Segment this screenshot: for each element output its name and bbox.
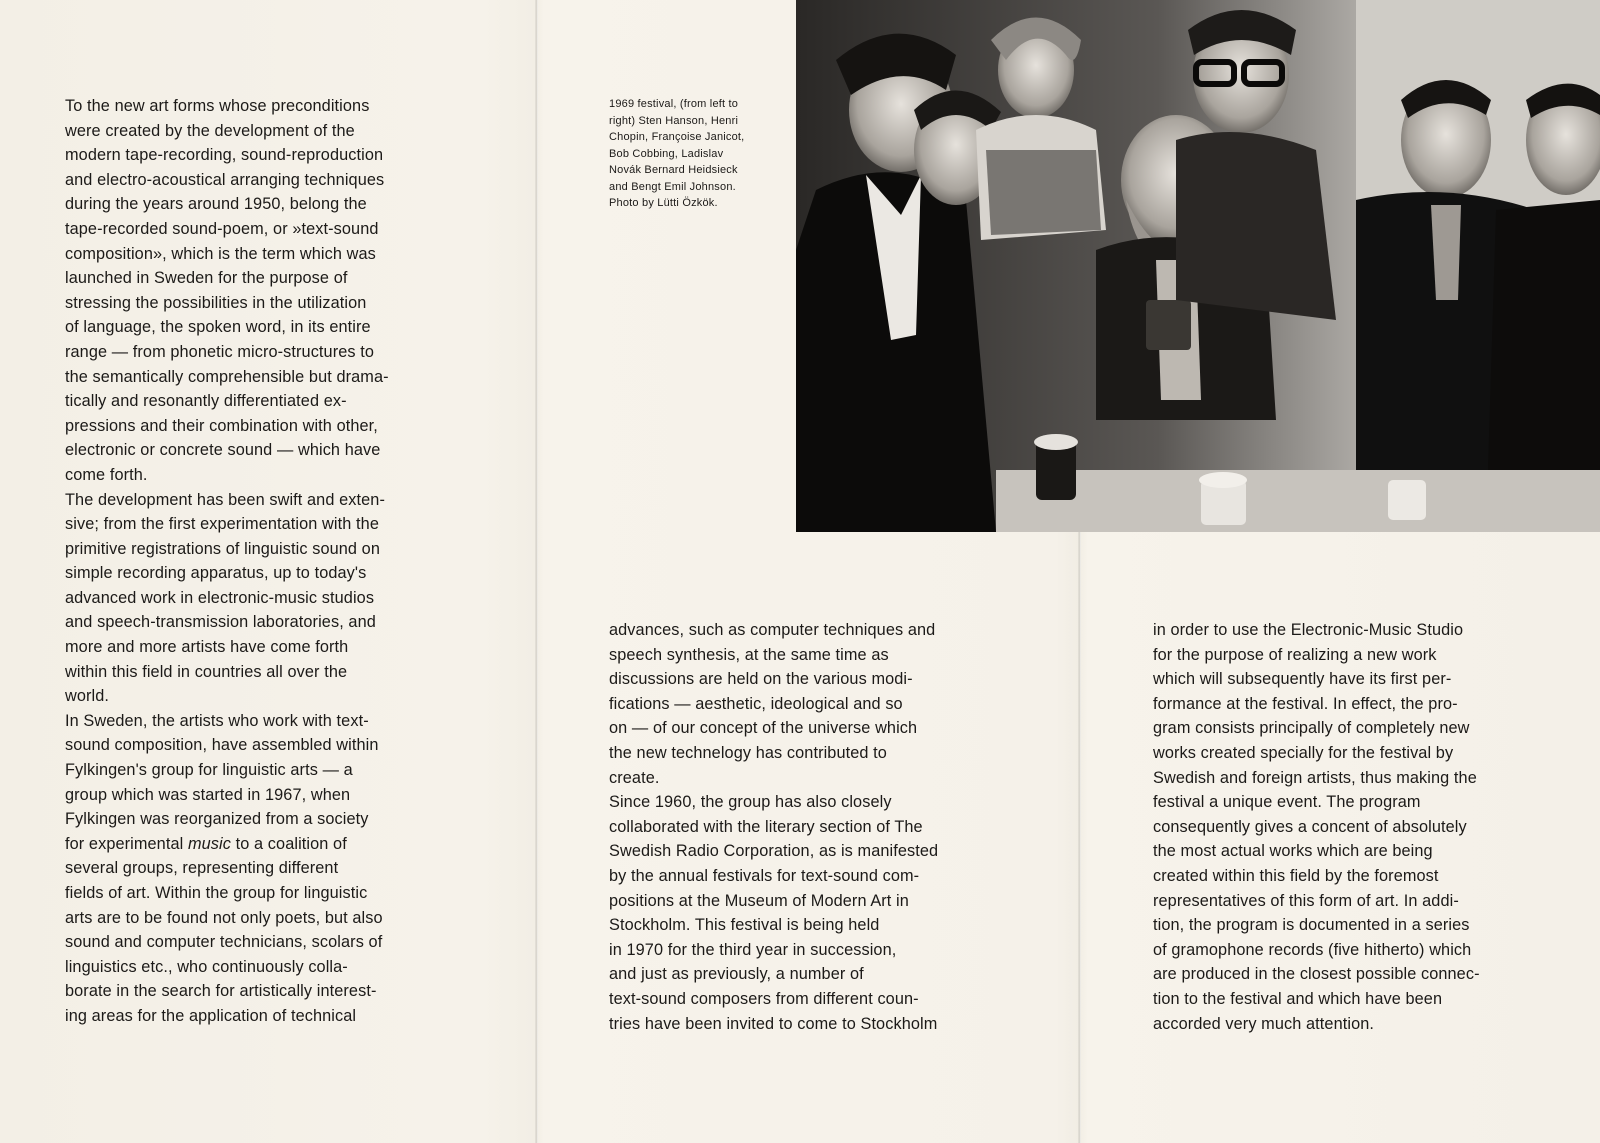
text-line: collaborated with the literary section of The — [609, 817, 923, 836]
text-line: formance at the festival. In effect, the pro- — [1153, 694, 1458, 713]
fold-line-left — [535, 0, 538, 1143]
text-line: works created specially for the festival by — [1153, 743, 1454, 762]
text-line: Since 1960, the group has also closely — [609, 793, 892, 812]
text-line: more and more artists have come forth — [65, 638, 349, 657]
text-line: speech synthesis, at the same time as — [609, 645, 889, 664]
text-segment: for experimental — [65, 834, 188, 853]
group-photo — [796, 0, 1600, 532]
paragraph — [609, 618, 1014, 790]
text-line: sive; from the first experimentation with the — [65, 515, 379, 534]
text-line: world. — [65, 687, 110, 706]
text-line: fields of art. Within the group for linguistic — [65, 884, 368, 902]
photo-caption — [609, 96, 784, 212]
text-line: by the annual festivals for text-sound com- — [609, 866, 920, 885]
text-line: Swedish Radio Corporation, as is manifested — [609, 842, 939, 861]
text-line: come forth. — [65, 465, 148, 484]
text-line: To the new art forms whose preconditions — [65, 97, 370, 115]
caption-line: Chopin, Françoise Janicot, — [609, 131, 745, 143]
text-line: accorded very much attention. — [1153, 1014, 1375, 1033]
text-line: several groups, representing different — [65, 859, 339, 878]
text-line: The development has been swift and exten- — [65, 490, 385, 509]
text-line: In Sweden, the artists who work with text- — [65, 711, 369, 730]
text-line: create. — [609, 768, 660, 787]
text-line: the most actual works which are being — [1153, 842, 1433, 861]
paragraph — [65, 94, 465, 488]
text-line: tion, the program is documented in a series — [1153, 916, 1470, 935]
text-line: tion to the festival and which have been — [1153, 989, 1443, 1008]
paragraph — [65, 488, 465, 709]
text-line-with-italic — [65, 832, 465, 857]
text-line: launched in Sweden for the purpose of — [65, 269, 348, 288]
text-line: and electro-acoustical arranging techniques — [65, 170, 385, 189]
text-line: are produced in the closest possible connec- — [1153, 965, 1480, 984]
text-line: representatives of this form of art. In addi- — [1153, 891, 1459, 910]
text-line: created within this field by the foremost — [1153, 866, 1439, 885]
caption-line: and Bengt Emil Johnson. — [609, 180, 736, 193]
text-line: pressions and their combination with other, — [65, 416, 378, 435]
italic-word: music — [187, 834, 231, 853]
text-line: stressing the possibilities in the utilization — [65, 293, 367, 312]
text-line: modern tape-recording, sound-reproduction — [65, 146, 384, 165]
text-line: tape-recorded sound-poem, or »text-sound — [65, 219, 379, 238]
text-segment: to a coalition of — [231, 834, 347, 853]
text-line: in order to use the Electronic-Music Studio — [1153, 621, 1464, 639]
text-line: Fylkingen's group for linguistic arts — a — [65, 761, 353, 780]
text-line: were created by the development of the — [65, 121, 355, 140]
text-line: sound and computer technicians, scolars of — [65, 933, 383, 952]
text-line: composition», which is the term which was — [65, 244, 376, 263]
text-line: text-sound composers from different coun- — [609, 989, 919, 1008]
paragraph — [1153, 618, 1558, 1036]
text-line: consequently gives a concent of absolutely — [1153, 817, 1467, 836]
text-line: electronic or concrete sound — which have — [65, 441, 381, 460]
text-line: in 1970 for the third year in succession, — [609, 940, 897, 959]
caption-line: Novák Bernard Heidsieck — [609, 164, 738, 176]
text-column-3 — [1153, 618, 1558, 1036]
text-line: gram consists principally of completely new — [1153, 719, 1470, 738]
text-line: range — from phonetic micro-structures to — [65, 342, 375, 361]
text-line: and speech-transmission laboratories, and — [65, 613, 376, 632]
text-line: Swedish and foreign artists, thus making the — [1153, 768, 1477, 787]
text-line: primitive registrations of linguistic sound on — [65, 539, 380, 558]
text-line: of gramophone records (five hitherto) which — [1153, 940, 1472, 959]
text-line: discussions are held on the various modi- — [609, 670, 913, 689]
text-line: Stockholm. This festival is being held — [609, 916, 880, 935]
group-photo-illustration — [796, 0, 1600, 532]
text-line: of language, the spoken word, in its entire — [65, 318, 371, 337]
text-line: tically and resonantly differentiated ex- — [65, 392, 347, 411]
text-line: Fylkingen was reorganized from a society — [65, 810, 369, 829]
text-line: arts are to be found not only poets, but also — [65, 908, 383, 927]
paragraph — [609, 790, 1014, 1036]
text-line: advances, such as computer techniques and — [609, 621, 936, 639]
text-line: positions at the Museum of Modern Art in — [609, 891, 909, 910]
text-line: festival a unique event. The program — [1153, 793, 1421, 812]
text-line: on — of our concept of the universe which — [609, 719, 918, 738]
text-line: ing areas for the application of technical — [65, 1006, 357, 1025]
text-line: tries have been invited to come to Stockholm — [609, 1014, 938, 1033]
text-line: group which was started in 1967, when — [65, 785, 351, 804]
text-line: which will subsequently have its first per- — [1153, 670, 1452, 689]
text-line: linguistics etc., who continuously colla- — [65, 957, 348, 976]
text-line: borate in the search for artistically interest- — [65, 982, 377, 1001]
text-line: the semantically comprehensible but drama- — [65, 367, 389, 386]
text-line: advanced work in electronic-music studios — [65, 588, 375, 607]
text-column-2 — [609, 618, 1014, 1036]
caption-line: 1969 festival, (from left to — [609, 98, 739, 110]
caption-line: Photo by Lütti Özkök. — [609, 197, 718, 209]
text-line: for the purpose of realizing a new work — [1153, 645, 1437, 664]
paragraph — [65, 709, 465, 1029]
text-line: within this field in countries all over the — [65, 662, 348, 681]
text-line: and just as previously, a number of — [609, 965, 864, 984]
text-line: during the years around 1950, belong the — [65, 195, 367, 214]
caption-line: right) Sten Hanson, Henri — [609, 114, 739, 127]
text-line: sound composition, have assembled within — [65, 736, 379, 755]
text-line: simple recording apparatus, up to today's — [65, 564, 367, 583]
text-column-1 — [65, 94, 465, 1029]
text-line: the new technelogy has contributed to — [609, 743, 887, 762]
caption-line: Bob Cobbing, Ladislav — [609, 147, 724, 160]
text-line: fications — aesthetic, ideological and so — [609, 694, 903, 713]
